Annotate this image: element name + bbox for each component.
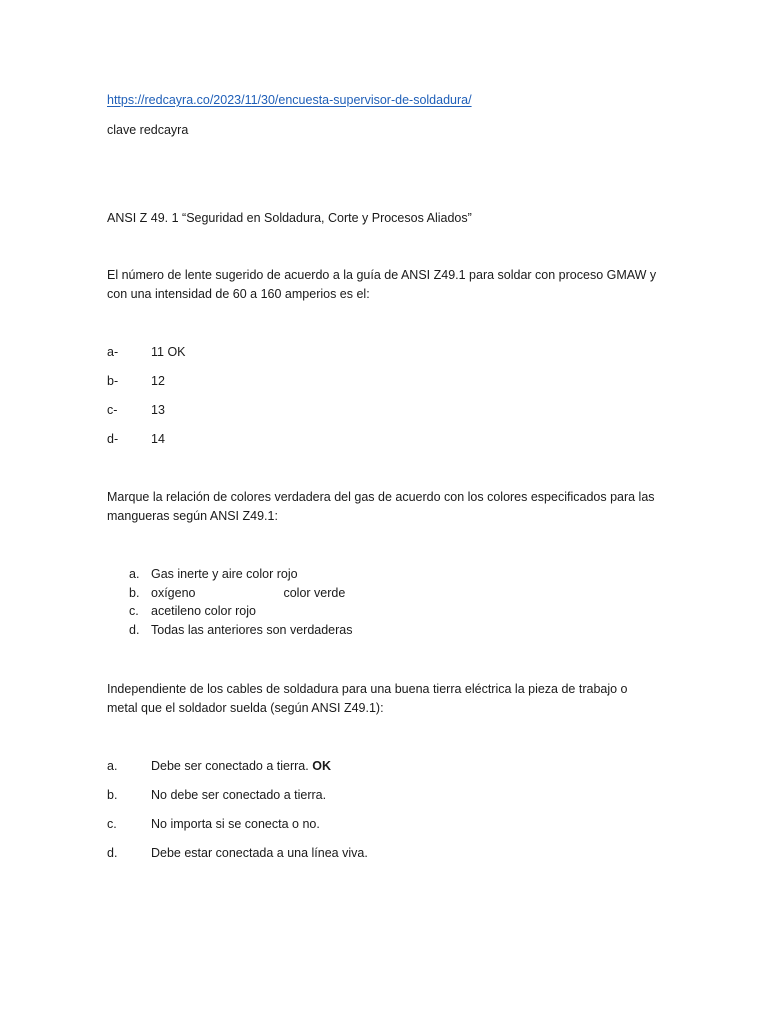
document-title: ANSI Z 49. 1 “Seguridad en Soldadura, Corte y Procesos Aliados”	[107, 211, 472, 225]
q3-option-text: Debe estar conectada a una línea viva.	[151, 846, 368, 860]
q2-option-text-part-b: color verde	[283, 586, 346, 600]
q2-option-text: Gas inerte y aire color rojo	[151, 567, 298, 581]
q3-option-text: No debe ser conectado a tierra.	[151, 788, 327, 802]
question-2-line-2: mangueras según ANSI Z49.1:	[107, 509, 278, 523]
q3-option-marker: a.	[107, 759, 118, 773]
q3-option-text	[151, 756, 331, 776]
q1-option-text: 12	[151, 374, 165, 388]
question-2-line-1: Marque la relación de colores verdadera del gas de acuerdo con los colores especificados para las	[107, 490, 655, 504]
question-1-line-2: con una intensidad de 60 a 160 amperios es el:	[107, 287, 370, 301]
question-3-line-1: Independiente de los cables de soldadura para una buena tierra eléctrica la pieza de trabajo o	[107, 682, 628, 696]
q1-option-text: 13	[151, 403, 165, 417]
q1-option-text: 11 OK	[151, 345, 186, 359]
q1-option-text: 14	[151, 432, 165, 446]
q2-option-text: Todas las anteriores son verdaderas	[151, 623, 353, 637]
q2-option-text-part-a: oxígeno	[151, 586, 196, 600]
q2-option-text: acetileno color rojo	[151, 604, 256, 618]
question-3-line-2: metal que el soldador suelda (según ANSI Z49.1):	[107, 701, 384, 715]
survey-link[interactable]: https://redcayra.co/2023/11/30/encuesta-supervisor-de-soldadura/	[107, 93, 472, 107]
question-1-line-1: El número de lente sugerido de acuerdo a la guía de ANSI Z49.1 para soldar con proceso GMAW y	[107, 268, 657, 282]
q1-option-marker: b-	[107, 374, 119, 388]
q3-option-emphasis: OK	[312, 759, 331, 773]
q3-option-marker: d.	[107, 846, 118, 860]
q1-option-marker: a-	[107, 345, 119, 359]
q2-option-marker: d.	[129, 623, 140, 637]
q3-option-marker: b.	[107, 788, 118, 802]
q1-option-marker: c-	[107, 403, 118, 417]
q3-option-text-main: Debe ser conectado a tierra.	[151, 759, 309, 773]
q2-option-text	[151, 583, 345, 603]
q2-option-marker: c.	[129, 604, 139, 618]
password-note: clave redcayra	[107, 123, 189, 137]
q3-option-marker: c.	[107, 817, 117, 831]
q1-option-marker: d-	[107, 432, 119, 446]
q2-option-marker: b.	[129, 586, 140, 600]
q3-option-text: No importa si se conecta o no.	[151, 817, 320, 831]
q2-option-marker: a.	[129, 567, 140, 581]
